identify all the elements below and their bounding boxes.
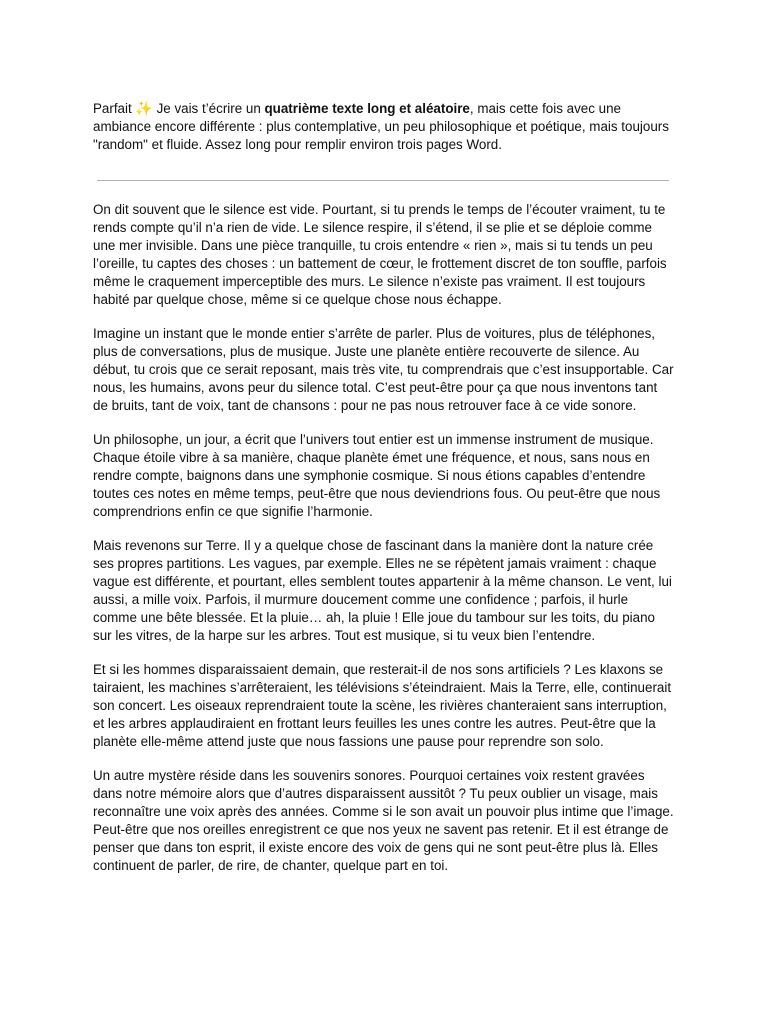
intro-prefix: Parfait: [93, 101, 136, 116]
intro-after-bold: , mais cette fois avec une ambiance encore différente : plus contemplative, un peu philosophique et poétique, mais toujours "random" et fluide. Assez long pour remplir environ trois pages Word.: [93, 101, 669, 152]
body-text: [93, 201, 675, 875]
document-page: [93, 100, 675, 891]
paragraph-3: Un philosophe, un jour, a écrit que l’univers tout entier est un immense instrument de musique. Chaque étoile vibre à sa manière, chaque planète émet une fréquence, et nous, sans nous en rendre compte, baignons dans une symphonie cosmique. Si nous étions capables d’entendre toutes ces notes en même temps, peut-être que nous deviendrions fous. Ou peut-être que nous comprendrions enfin ce que signifie l’harmonie.: [93, 432, 661, 519]
paragraph-4: Mais revenons sur Terre. Il y a quelque chose de fascinant dans la manière dont la nature crée ses propres partitions. Les vagues, par exemple. Elles ne se répètent jamais vraiment : chaque vague est différente, et pourtant, elles semblent toutes appartenir à la même chanson. Le vent, lui aussi, a mille voix. Parfois, il murmure doucement comme une confidence ; parfois, il hurle comme une bête blessée. Et la pluie… ah, la pluie ! Elle joue du tambour sur les toits, du piano sur les vitres, de la harpe sur les arbres. Tout est musique, si tu veux bien l’entendre.: [93, 538, 672, 643]
paragraph-2: Imagine un instant que le monde entier s’arrête de parler. Plus de voitures, plus de téléphones, plus de conversations, plus de musique. Juste une planète entière recouverte de silence. Au début, tu crois que ce serait reposant, mais très vite, tu comprendrais que c’est insupportable. Car nous, les humains, avons peur du silence total. C’est peut-être pour ça que nous inventons tant de bruits, tant de voix, tant de chansons : pour ne pas nous retrouver face à ce vide sonore.: [93, 326, 674, 413]
intro-paragraph: [93, 100, 675, 154]
paragraph-6: Un autre mystère réside dans les souvenirs sonores. Pourquoi certaines voix restent gravées dans notre mémoire alors que d’autres disparaissent aussitôt ? Tu peux oublier un visage, mais reconnaître une voix après des années. Comme si le son avait un pouvoir plus intime que l’image. Peut-être que nos oreilles enregistrent ce que nos yeux ne savent pas retenir. Et il est étrange de penser que dans ton esprit, il existe encore des voix de gens qui ne sont peut-être plus là. Elles continuent de parler, de rire, de chanter, quelque part en toi.: [93, 768, 674, 873]
horizontal-rule: [97, 180, 669, 181]
intro-before-bold: Je vais t’écrire un: [152, 101, 265, 116]
paragraph-5: Et si les hommes disparaissaient demain, que resterait-il de nos sons artificiels ? Les klaxons se tairaient, les machines s’arrêteraient, les télévisions s’éteindraient. Mais la Terre, elle, continuerait son concert. Les oiseaux reprendraient toute la scène, les rivières chanteraient sans interruption, et les arbres applaudiraient en frottant leurs feuilles les unes contre les autres. Peut-être que la planète elle-même attend juste que nous fassions une pause pour reprendre son solo.: [93, 662, 672, 749]
paragraph-1: On dit souvent que le silence est vide. Pourtant, si tu prends le temps de l’écouter vraiment, tu te rends compte qu’il n’a rien de vide. Le silence respire, il s’étend, il se plie et se déploie comme une mer invisible. Dans une pièce tranquille, tu crois entendre « rien », mais si tu tends un peu l’oreille, tu captes des choses : un battement de cœur, le frottement discret de ton souffle, parfois même le craquement imperceptible des murs. Le silence n’existe pas vraiment. Il est toujours habité par quelque chose, même si ce quelque chose nous échappe.: [93, 202, 667, 307]
sparkles-icon: ✨: [135, 100, 153, 116]
intro-bold-text: quatrième texte long et aléatoire: [264, 101, 470, 116]
